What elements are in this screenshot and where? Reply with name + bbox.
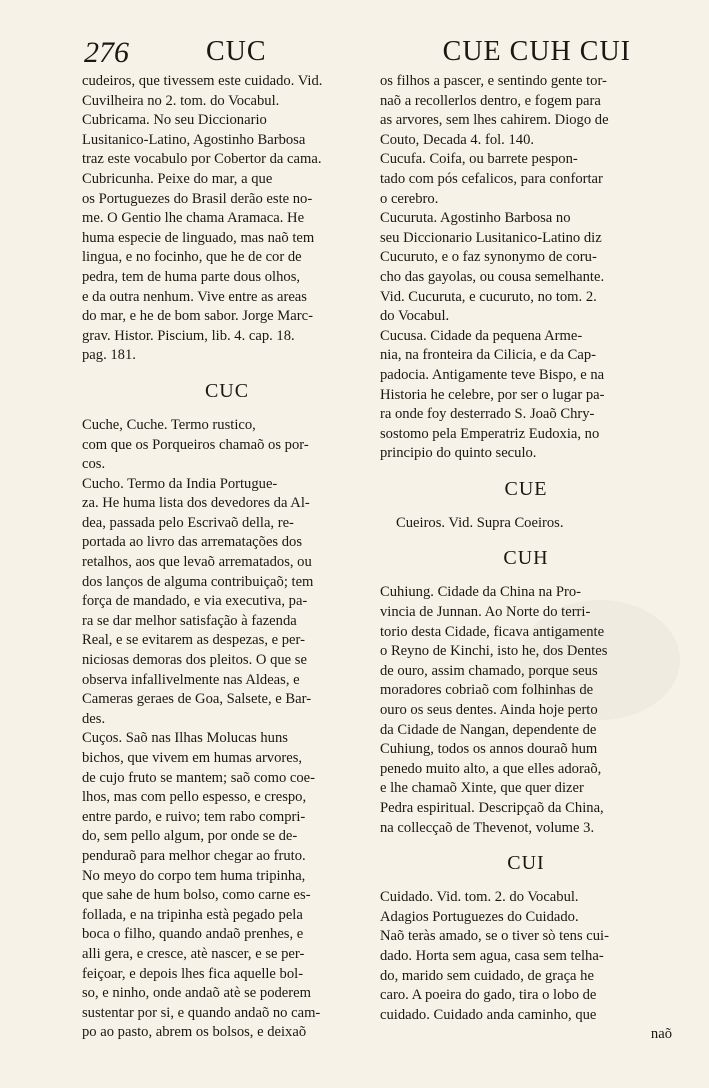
section-heading-cuc: CUC [204, 379, 250, 402]
section-heading-cue: CUE [504, 477, 548, 500]
text-line: traz este vocabulo por Cobertor da cama. [82, 151, 322, 168]
section-heading-cui: CUI [507, 852, 545, 875]
text-line: cho das gayolas, ou cousa semelhante. [380, 268, 605, 285]
text-line: dos lanços de alguma contribuiçaõ; tem [82, 573, 314, 590]
text-line: Cubricunha. Peixe do mar, a que [82, 170, 273, 187]
text-line: o Reyno de Kinchi, isto he, dos Dentes [380, 643, 608, 660]
entry-cueiros: Cueiros. Vid. Supra Coeiros. [396, 514, 564, 531]
text-line: Cameras geraes de Goa, Salsete, e Bar- [82, 691, 312, 708]
text-line: naõ a recollerlos dentro, e fogem para [380, 92, 601, 109]
text-line: Vid. Cucuruta, e cucuruto, no tom. 2. [380, 288, 597, 305]
text-line: cuidado. Cuidado anda caminho, que [380, 1006, 597, 1023]
text-line: as arvores, sem lhes cahirem. Diogo de [380, 112, 609, 129]
catchword: naõ [650, 1026, 672, 1043]
text-line: boca o filho, quando andaõ prenhes, e [82, 926, 304, 943]
left-running-title: CUC [206, 36, 267, 67]
text-line: po ao pasto, abrem os bolsos, e deixaõ [82, 1024, 307, 1041]
text-line: me. O Gentio lhe chama Aramaca. He [82, 210, 305, 227]
text-line: niciosas demoras dos pleitos. O que se [82, 652, 307, 669]
text-line: nia, na fronteira da Cilicia, e da Cap- [380, 347, 596, 364]
text-line: que sahe de hum bolso, como carne es- [82, 887, 311, 904]
text-line: Cuche, Cuche. Termo rustico, [82, 416, 256, 433]
text-line: Cucuruta. Agostinho Barbosa no [380, 210, 571, 227]
text-line: Adagios Portuguezes do Cuidado. [380, 908, 579, 925]
section-heading-cuh: CUH [503, 547, 549, 570]
text-line: Historia he celebre, por ser o lugar pa- [380, 386, 605, 403]
text-line: tado com pós cefalicos, para confortar [380, 170, 603, 187]
text-line: Cuvilheira no 2. tom. do Vocabul. [82, 92, 280, 109]
right-running-title: CUE CUH CUI [442, 36, 631, 67]
text-line: de ouro, assim chamado, porque seus [380, 662, 598, 679]
text-line: vincia de Junnan. Ao Norte do terri- [380, 604, 591, 621]
text-line: dado. Horta sem agua, casa sem telha- [380, 947, 604, 964]
text-line: na collecçaõ de Thevenot, volume 3. [380, 819, 595, 836]
text-line: do mar, e he de bom sabor. Jorge Marc- [82, 308, 313, 325]
text-line: Lusitanico-Latino, Agostinho Barbosa [82, 131, 306, 148]
text-line: bichos, que vivem em humas arvores, [82, 750, 303, 766]
text-line: lhos, mas com pello espesso, e crespo, [82, 789, 307, 806]
text-line: Cucho. Termo da India Portugue- [82, 475, 278, 492]
text-line: ra onde foy desterrado S. Joaõ Chry- [380, 406, 595, 423]
text-line: Couto, Decada 4. fol. 140. [380, 131, 535, 148]
text-line: de cujo fruto se mantem; saõ como coe- [82, 769, 316, 786]
text-line: feiçoar, e depois lhes fica aquelle bol- [82, 965, 304, 982]
text-line: grav. Histor. Piscium, lib. 4. cap. 18. [82, 327, 295, 344]
text-line: o cerebro. [380, 190, 439, 207]
text-line: do, marido sem cuidado, de graça he [380, 967, 594, 984]
text-line: observa infallivelmente nas Aldeas, e [82, 671, 300, 688]
text-line: ra se dar melhor satisfação à fazenda [82, 612, 297, 629]
text-line: Cuços. Saõ nas Ilhas Molucas huns [82, 730, 288, 747]
text-line: pag. 181. [82, 347, 136, 364]
text-line: dea, passada pelo Escrivaõ della, re- [82, 514, 294, 531]
text-line: huma especie de linguado, mas naõ tem [82, 229, 315, 246]
text-line: alli gera, e cresce, atè nascer, e se per- [82, 945, 305, 962]
text-line: força de mandado, e via executiva, pa- [82, 593, 308, 610]
text-line: portada ao livro das arrematações dos [82, 534, 303, 551]
text-line: Cucufa. Coifa, ou barrete pespon- [380, 151, 578, 168]
text-line: retalhos, aos que levaõ arrematados, ou [82, 554, 312, 571]
text-line: da Cidade de Nangan, dependente de [380, 721, 597, 738]
text-line: principio do quinto seculo. [380, 445, 537, 462]
text-line: do, sem pello algum, por onde se de- [82, 828, 298, 845]
text-line: penduraõ para melhor chegar ao fruto. [82, 847, 306, 864]
page-number: 276 [84, 36, 129, 69]
text-line: padocia. Antigamente teve Bispo, e na [380, 366, 605, 383]
text-line: Cucusa. Cidade da pequena Arme- [380, 327, 583, 344]
text-line: cos. [82, 456, 106, 473]
text-line: os filhos a pascer, e sentindo gente tor- [380, 73, 607, 89]
text-line: lingua, e no focinho, que he de cor de [82, 249, 302, 266]
text-line: Cubricama. No seu Diccionario [82, 112, 267, 129]
text-line: Cucuruto, e o faz synonymo de coru- [380, 249, 597, 266]
text-line: e lhe chamaõ Xinte, que quer dizer [380, 780, 584, 797]
text-line: Cuhiung. Cidade da China na Pro- [380, 584, 582, 601]
text-line: za. He huma lista dos devedores da Al- [82, 495, 310, 512]
text-line: pedra, tem de huma parte dous olhos, [82, 268, 301, 285]
text-line: Real, e se evitarem as despezas, e per- [82, 632, 305, 649]
text-line: sostomo pela Emperatriz Eudoxia, no [380, 425, 600, 442]
text-line: penedo muito alto, a que elles adoraõ, [380, 760, 602, 777]
left-column [82, 72, 372, 1043]
text-line: caro. A poeira do gado, tira o lobo de [380, 987, 597, 1004]
text-line: Naõ teràs amado, se o tiver sò tens cui- [380, 928, 609, 945]
text-line: do Vocabul. [380, 308, 450, 325]
text-line: com que os Porqueiros chamaõ os por- [82, 436, 309, 453]
text-line: Cuhiung, todos os annos douraõ hum [380, 741, 598, 758]
text-line: cudeiros, que tivessem este cuidado. Vid. [82, 73, 323, 89]
page-header [84, 32, 669, 72]
right-column [380, 72, 672, 1045]
text-line: seu Diccionario Lusitanico-Latino diz [380, 229, 602, 246]
text-line: so, e ninho, onde andaõ atè se poderem [82, 985, 311, 1002]
text-line: follada, e na tripinha està pegado pela [82, 906, 303, 923]
text-line: e da outra nenhum. Vive entre as areas [82, 288, 307, 305]
text-line: des. [82, 710, 106, 727]
text-line: os Portuguezes do Brasil derão este no- [82, 190, 313, 207]
text-line: ouro os seus dentes. Ainda hoje perto [380, 702, 598, 719]
text-line: Pedra espiritual. Descripçaõ da China, [380, 800, 604, 816]
text-line: Cuidado. Vid. tom. 2. do Vocabul. [380, 889, 579, 906]
text-line: entre pardo, e ruivo; tem rabo compri- [82, 808, 306, 825]
text-line: torio desta Cidade, ficava antigamente [380, 623, 605, 640]
text-line: sustentar por si, e quando andaõ no cam- [82, 1004, 321, 1021]
text-line: moradores cobriaõ com folhinhas de [380, 682, 594, 699]
text-line: No meyo do corpo tem huma tripinha, [82, 867, 306, 884]
